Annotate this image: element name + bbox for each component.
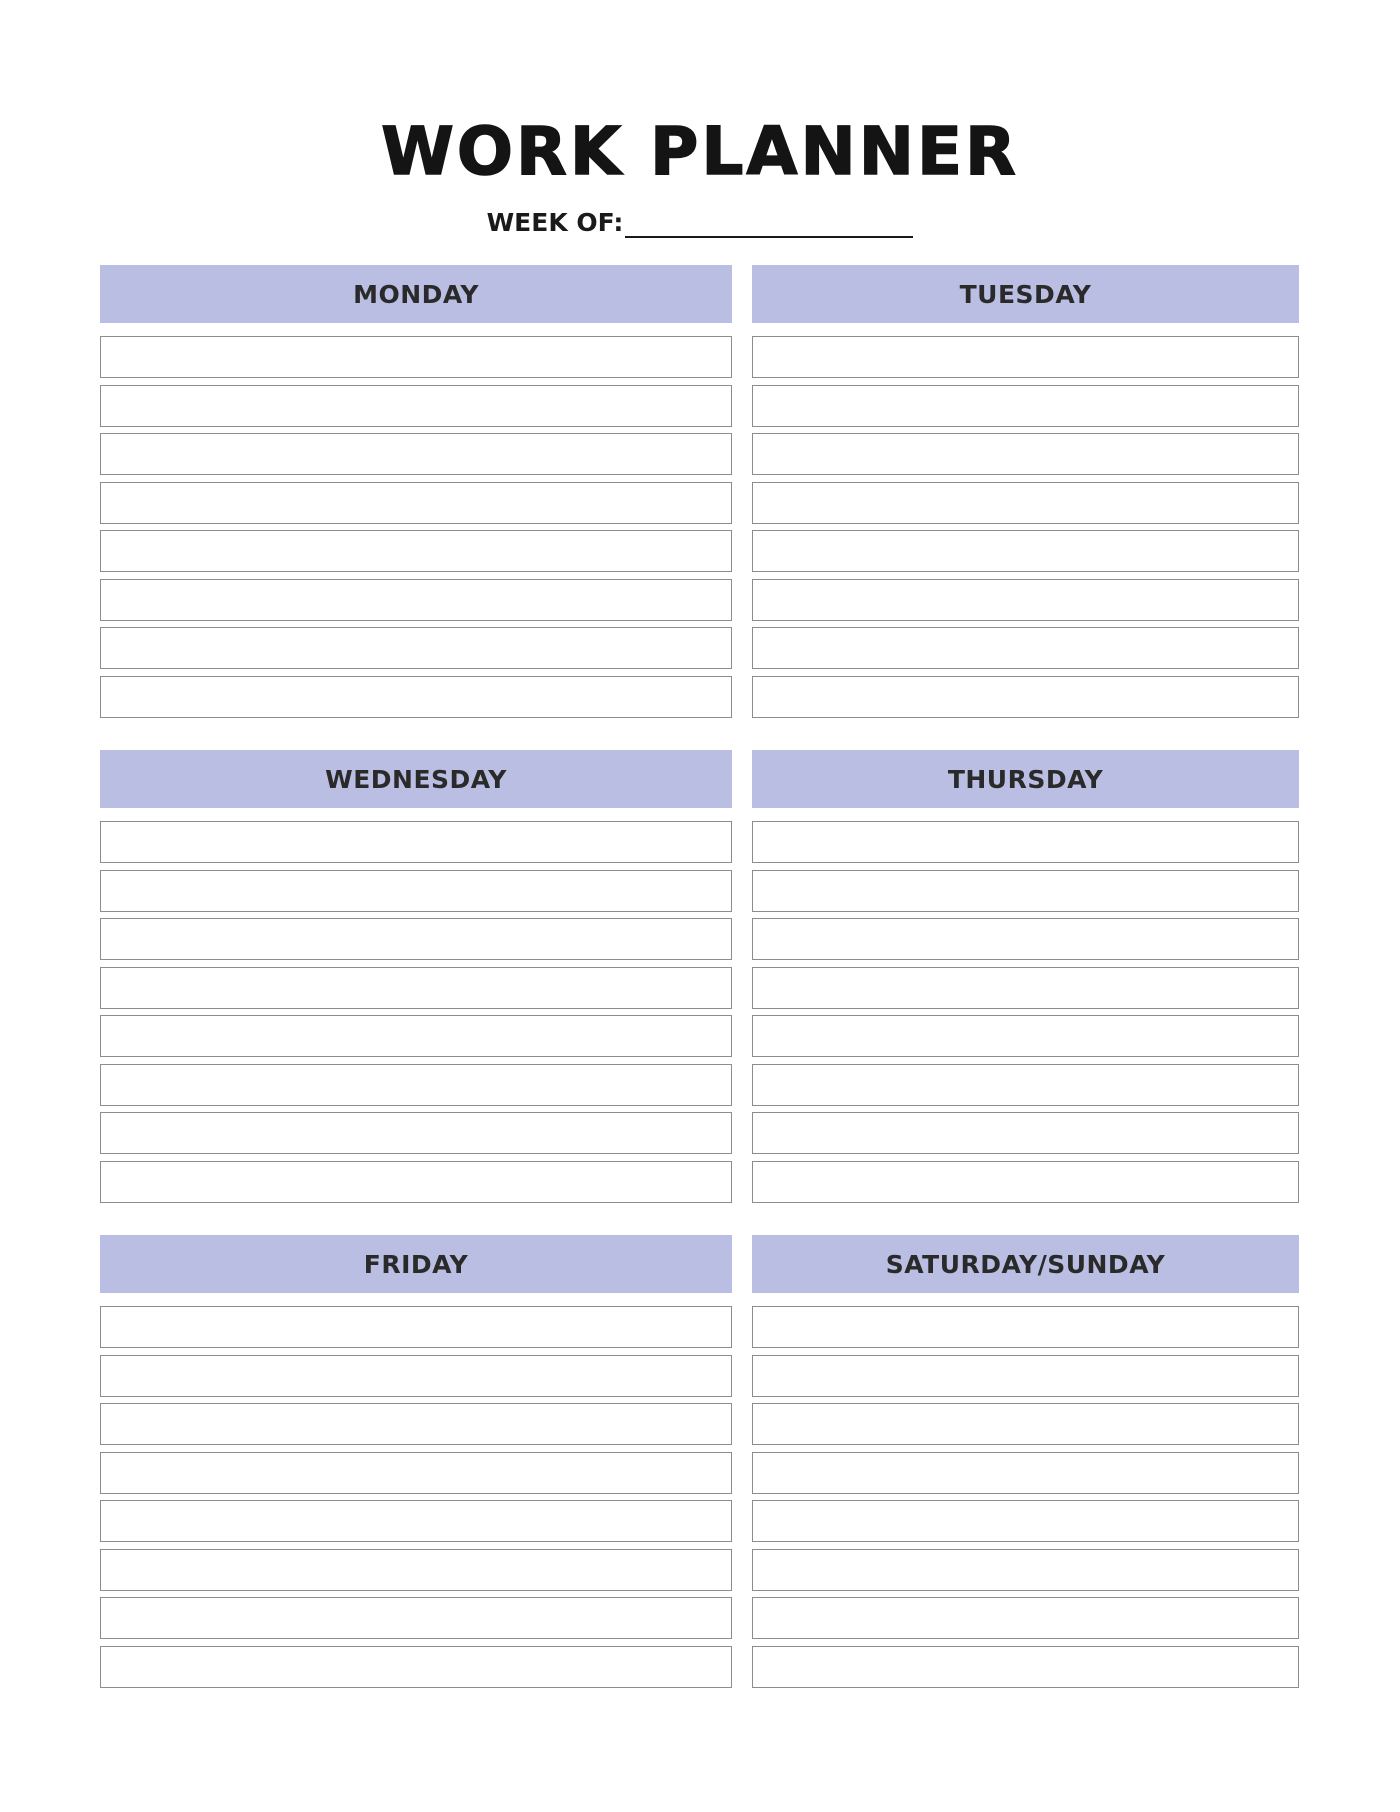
task-rows-weekend [752, 1306, 1299, 1688]
task-row[interactable] [100, 1500, 732, 1542]
task-row[interactable] [752, 1549, 1299, 1591]
task-row[interactable] [752, 918, 1299, 960]
task-row[interactable] [752, 579, 1299, 621]
task-row[interactable] [752, 433, 1299, 475]
task-row[interactable] [100, 821, 732, 863]
day-block-tuesday [752, 265, 1299, 724]
day-header-friday: FRIDAY [100, 1235, 732, 1293]
task-row[interactable] [100, 1452, 732, 1494]
task-row[interactable] [100, 918, 732, 960]
task-row[interactable] [752, 1112, 1299, 1154]
day-header-weekend: SATURDAY/SUNDAY [752, 1235, 1299, 1293]
task-rows-wednesday [100, 821, 732, 1203]
task-row[interactable] [752, 627, 1299, 669]
task-rows-monday [100, 336, 732, 718]
task-row[interactable] [752, 1500, 1299, 1542]
task-row[interactable] [752, 870, 1299, 912]
task-row[interactable] [100, 1015, 732, 1057]
task-row[interactable] [100, 1306, 732, 1348]
task-row[interactable] [752, 1452, 1299, 1494]
day-header-thursday: THURSDAY [752, 750, 1299, 808]
task-row[interactable] [752, 385, 1299, 427]
task-row[interactable] [752, 482, 1299, 524]
page-title: WORK PLANNER [381, 113, 1019, 190]
task-row[interactable] [100, 1355, 732, 1397]
task-row[interactable] [752, 821, 1299, 863]
task-row[interactable] [100, 1549, 732, 1591]
task-row[interactable] [100, 1112, 732, 1154]
task-row[interactable] [100, 627, 732, 669]
task-row[interactable] [100, 676, 732, 718]
task-rows-thursday [752, 821, 1299, 1203]
week-of-input-line[interactable] [625, 212, 913, 238]
day-header-wednesday: WEDNESDAY [100, 750, 732, 808]
task-row[interactable] [100, 482, 732, 524]
task-row[interactable] [752, 336, 1299, 378]
day-block-thursday [752, 750, 1299, 1209]
task-row[interactable] [100, 967, 732, 1009]
day-block-weekend [752, 1235, 1299, 1694]
task-row[interactable] [100, 433, 732, 475]
task-row[interactable] [100, 336, 732, 378]
task-row[interactable] [100, 385, 732, 427]
task-row[interactable] [100, 530, 732, 572]
task-row[interactable] [752, 1646, 1299, 1688]
task-row[interactable] [100, 1161, 732, 1203]
week-of-field [0, 208, 1400, 238]
task-row[interactable] [752, 967, 1299, 1009]
day-block-monday [100, 265, 732, 724]
task-row[interactable] [100, 1403, 732, 1445]
task-row[interactable] [752, 530, 1299, 572]
task-row[interactable] [752, 1403, 1299, 1445]
task-row[interactable] [100, 579, 732, 621]
task-rows-friday [100, 1306, 732, 1688]
task-row[interactable] [100, 1646, 732, 1688]
day-header-tuesday: TUESDAY [752, 265, 1299, 323]
task-rows-tuesday [752, 336, 1299, 718]
day-header-monday: MONDAY [100, 265, 732, 323]
task-row[interactable] [752, 1161, 1299, 1203]
task-row[interactable] [100, 870, 732, 912]
day-block-friday [100, 1235, 732, 1694]
task-row[interactable] [752, 1355, 1299, 1397]
week-of-label: WEEK OF: [486, 208, 624, 237]
task-row[interactable] [100, 1064, 732, 1106]
day-block-wednesday [100, 750, 732, 1209]
task-row[interactable] [752, 1064, 1299, 1106]
task-row[interactable] [752, 1015, 1299, 1057]
task-row[interactable] [752, 676, 1299, 718]
task-row[interactable] [752, 1306, 1299, 1348]
task-row[interactable] [100, 1597, 732, 1639]
task-row[interactable] [752, 1597, 1299, 1639]
